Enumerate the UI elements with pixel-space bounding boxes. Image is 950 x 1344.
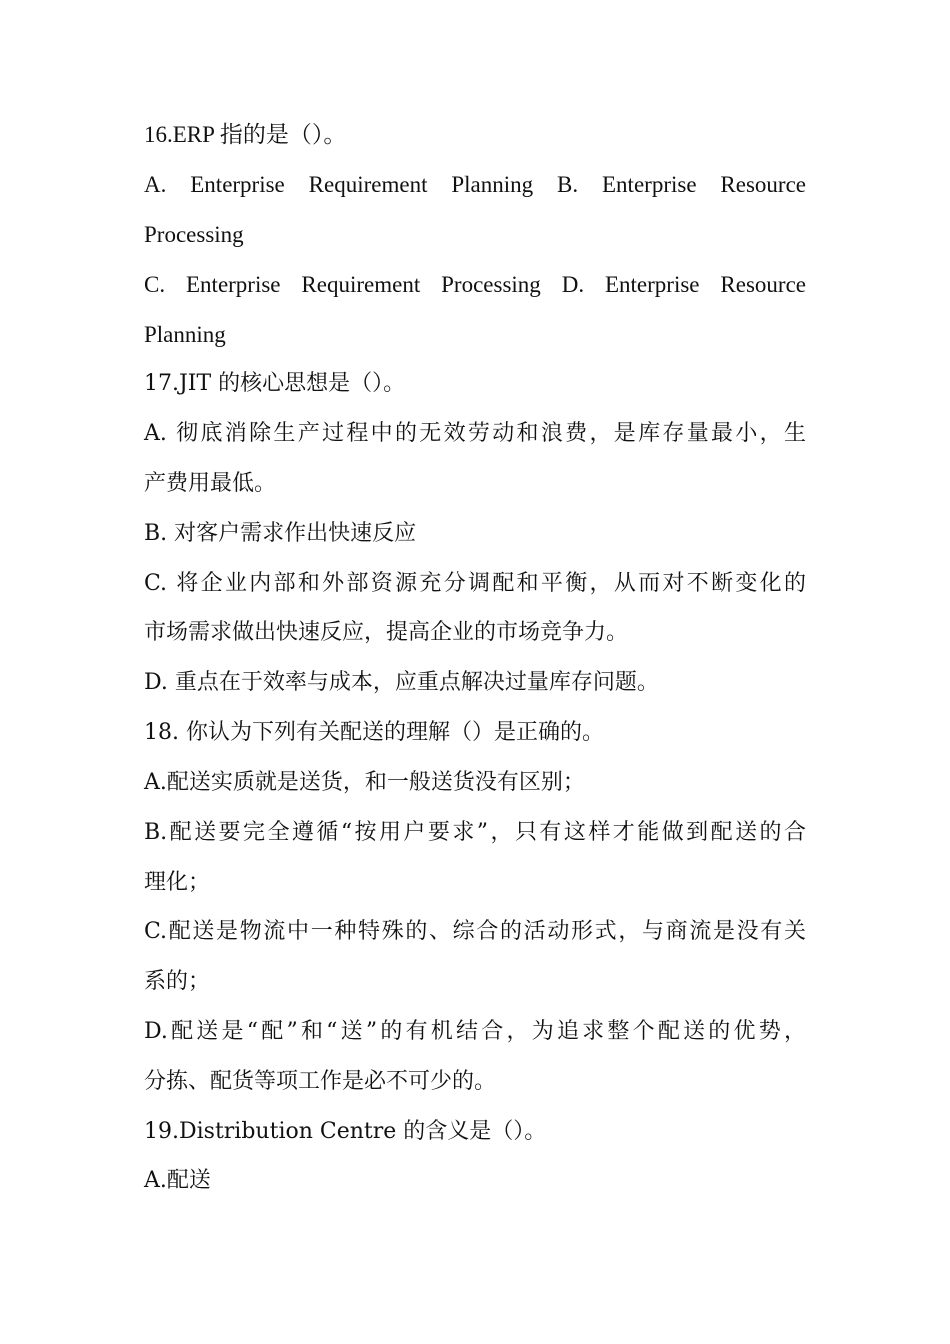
question-17-stem: 17.JIT 的核心思想是（）。 [144,371,406,396]
question-18-option-line-1: A.配送实质就是送货，和一般送货没有区别； [144,770,585,795]
question-18-stem: 18. 你认为下列有关配送的理解（）是正确的。 [144,720,604,745]
question-18-option-line-2: B.配送要完全遵循“按用户要求”，只有这样才能做到配送的合 [144,820,806,845]
question-17-option-line-1: A. 彻底消除生产过程中的无效劳动和浪费，是库存量最小，生 [144,421,806,446]
question-16-stem: 16.ERP 指的是（）。 [144,122,347,147]
question-18-option-line-3: 理化； [144,870,211,895]
question-17-option-line-4: C. 将企业内部和外部资源充分调配和平衡，从而对不断变化的 [144,571,806,596]
question-16-option-line-1: A. Enterprise Requirement Planning B. Enterprise Resource [144,172,806,197]
question-18-option-line-6: D.配送是“配”和“送”的有机结合，为追求整个配送的优势， [144,1019,806,1044]
question-18-option-line-5: 系的； [144,969,211,994]
question-19-option-line-1: A.配送 [144,1168,211,1193]
question-17-option-line-5: 市场需求做出快速反应，提高企业的市场竞争力。 [144,620,629,645]
question-18-option-line-7: 分拣、配货等项工作是必不可少的。 [144,1069,497,1094]
question-16-option-line-3: C. Enterprise Requirement Processing D. Enterprise Resource [144,272,806,297]
question-19-stem: 19.Distribution Centre 的含义是（）。 [144,1119,547,1144]
question-16-option-line-2: Processing [144,222,244,247]
question-17-option-line-6: D. 重点在于效率与成本，应重点解决过量库存问题。 [144,670,659,695]
question-17-option-line-2: 产费用最低。 [144,471,277,496]
question-17-option-line-3: B. 对客户需求作出快速反应 [144,521,417,546]
question-18-option-line-4: C.配送是物流中一种特殊的、综合的活动形式，与商流是没有关 [144,919,806,944]
question-16-option-line-4: Planning [144,322,226,347]
